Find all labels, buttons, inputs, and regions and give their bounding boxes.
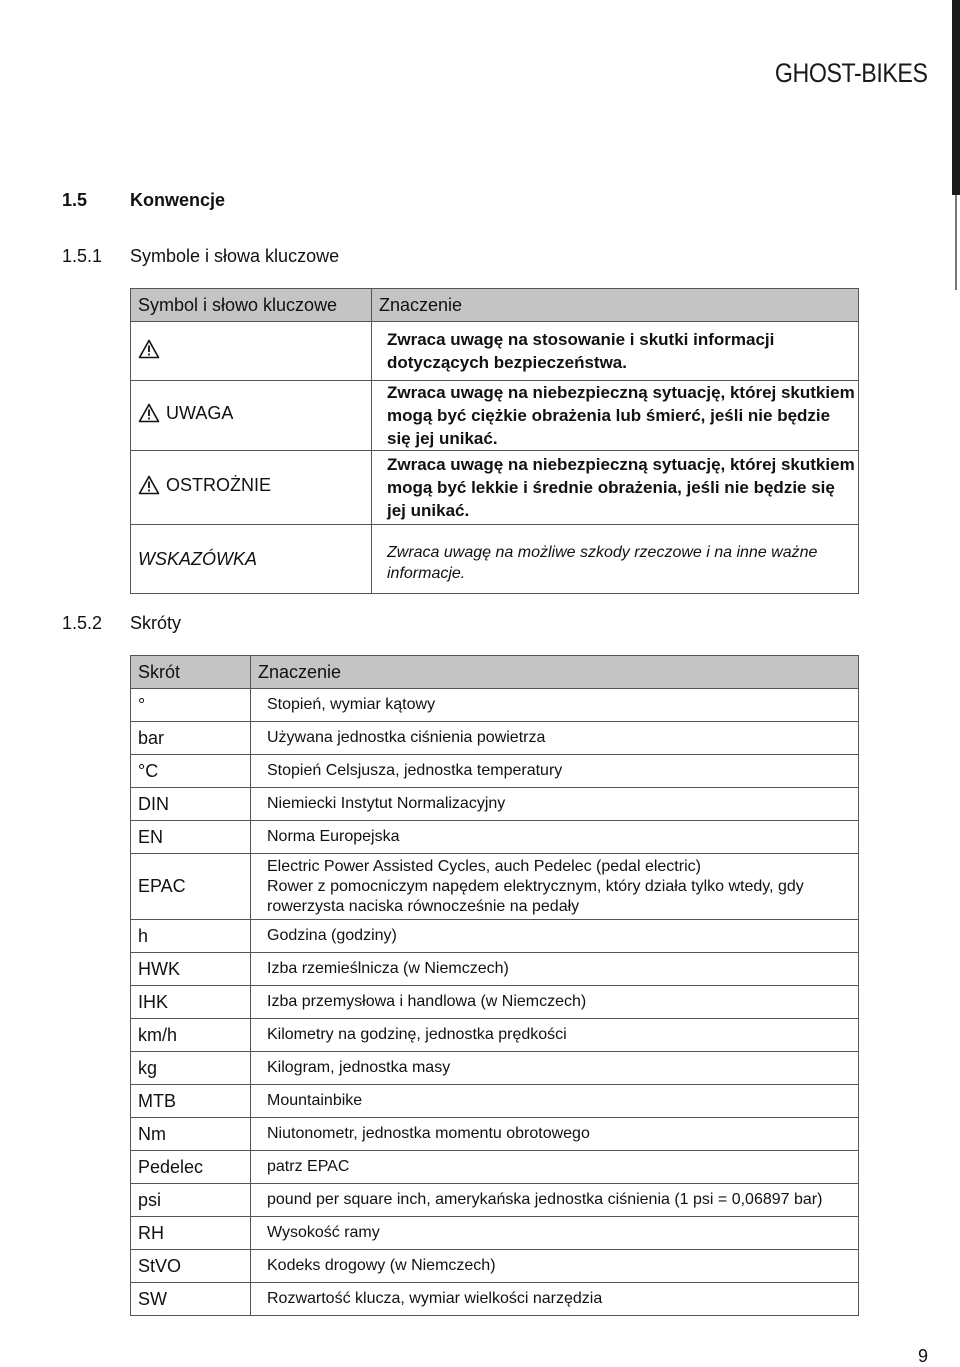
- table-row: [131, 854, 859, 920]
- table-row: [131, 1217, 859, 1250]
- meaning-cell: Mountainbike: [251, 1085, 859, 1118]
- abbreviation-cell: °: [131, 689, 251, 722]
- page-edge-marker: [952, 0, 960, 195]
- symbols-table: [130, 288, 859, 594]
- meaning-cell: Zwraca uwagę na możliwe szkody rzeczowe i na inne ważne informacje.: [372, 525, 859, 594]
- abbreviations-table: [130, 655, 859, 1316]
- subsection-number: 1.5.2: [62, 613, 103, 633]
- table-row: [131, 788, 859, 821]
- section-title: Konwencje: [130, 190, 226, 210]
- subsection-heading-symbols: [62, 246, 339, 267]
- abbreviation-cell: IHK: [131, 986, 251, 1019]
- table-row: [131, 1250, 859, 1283]
- table-row: [131, 451, 859, 525]
- table-row: [131, 1283, 859, 1316]
- meaning-cell: Zwraca uwagę na niebezpieczną sytuację, której skutkiem mogą być lekkie i średnie obrażenia, jeśli nie będzie się jej unikać.: [372, 451, 859, 525]
- table-row: [131, 920, 859, 953]
- table-header-row: [131, 289, 859, 322]
- meaning-cell: pound per square inch, amerykańska jednostka ciśnienia (1 psi = 0,06897 bar): [251, 1184, 859, 1217]
- meaning-cell: Zwraca uwagę na stosowanie i skutki informacji dotyczących bezpieczeństwa.: [372, 322, 859, 381]
- abbreviation-cell: RH: [131, 1217, 251, 1250]
- abbreviation-cell: SW: [131, 1283, 251, 1316]
- table-row: [131, 525, 859, 594]
- table-row: [131, 381, 859, 451]
- meaning-cell: Wysokość ramy: [251, 1217, 859, 1250]
- warning-triangle-icon: [138, 475, 160, 495]
- table-row: [131, 1118, 859, 1151]
- abbreviation-cell: km/h: [131, 1019, 251, 1052]
- abbreviation-cell: kg: [131, 1052, 251, 1085]
- column-header: Symbol i słowo kluczowe: [131, 289, 372, 322]
- meaning-cell: Izba rzemieślnicza (w Niemczech): [251, 953, 859, 986]
- abbreviation-cell: Nm: [131, 1118, 251, 1151]
- column-header: Znaczenie: [251, 656, 859, 689]
- table-row: [131, 722, 859, 755]
- meaning-cell: Stopień Celsjusza, jednostka temperatury: [251, 755, 859, 788]
- table-row: [131, 986, 859, 1019]
- abbreviation-cell: psi: [131, 1184, 251, 1217]
- symbol-cell: [131, 525, 372, 594]
- meaning-cell: patrz EPAC: [251, 1151, 859, 1184]
- column-header: Znaczenie: [372, 289, 859, 322]
- meaning-cell: [251, 854, 859, 920]
- page-number: 9: [917, 1346, 928, 1366]
- table-row: [131, 953, 859, 986]
- abbreviation-cell: MTB: [131, 1085, 251, 1118]
- keyword-label: WSKAZÓWKA: [138, 548, 258, 569]
- abbreviation-cell: HWK: [131, 953, 251, 986]
- meaning-cell: Stopień, wymiar kątowy: [251, 689, 859, 722]
- meaning-cell: Izba przemysłowa i handlowa (w Niemczech): [251, 986, 859, 1019]
- abbreviation-cell: DIN: [131, 788, 251, 821]
- column-header: Skrót: [131, 656, 251, 689]
- table-row: [131, 755, 859, 788]
- meaning-cell: Kilometry na godzinę, jednostka prędkości: [251, 1019, 859, 1052]
- meaning-line: Rower z pomocniczym napędem elektrycznym, który działa tylko wtedy, gdy rowerzysta naciska równocześnie na pedały: [267, 877, 804, 915]
- keyword-label: UWAGA: [166, 402, 234, 423]
- abbreviation-cell: bar: [131, 722, 251, 755]
- subsection-number: 1.5.1: [62, 246, 103, 266]
- abbreviation-cell: EN: [131, 821, 251, 854]
- meaning-cell: Rozwartość klucza, wymiar wielkości narzędzia: [251, 1283, 859, 1316]
- table-row: [131, 821, 859, 854]
- symbol-cell: [131, 322, 372, 381]
- meaning-cell: Używana jednostka ciśnienia powietrza: [251, 722, 859, 755]
- meaning-cell: Niemiecki Instytut Normalizacyjny: [251, 788, 859, 821]
- warning-triangle-icon: [138, 339, 160, 359]
- table-row: [131, 689, 859, 722]
- meaning-line: Electric Power Assisted Cycles, auch Pedelec (pedal electric): [267, 857, 701, 875]
- meaning-cell: Kodeks drogowy (w Niemczech): [251, 1250, 859, 1283]
- abbreviation-cell: StVO: [131, 1250, 251, 1283]
- meaning-cell: Godzina (godziny): [251, 920, 859, 953]
- table-row: [131, 322, 859, 381]
- symbol-cell: [131, 381, 372, 451]
- table-row: [131, 1019, 859, 1052]
- table-row: [131, 1151, 859, 1184]
- table-row: [131, 1184, 859, 1217]
- table-row: [131, 1052, 859, 1085]
- page-edge-line: [955, 195, 957, 290]
- abbreviation-cell: Pedelec: [131, 1151, 251, 1184]
- meaning-cell: Zwraca uwagę na niebezpieczną sytuację, której skutkiem mogą być ciężkie obrażenia lub śmierć, jeśli nie będzie się jej unikać.: [372, 381, 859, 451]
- brand-header: GHOST-BIKES: [775, 58, 928, 88]
- keyword-label: OSTROŻNIE: [166, 474, 272, 495]
- warning-triangle-icon: [138, 403, 160, 423]
- table-header-row: [131, 656, 859, 689]
- subsection-heading-abbreviations: [62, 613, 181, 634]
- meaning-cell: Norma Europejska: [251, 821, 859, 854]
- meaning-cell: Niutonometr, jednostka momentu obrotowego: [251, 1118, 859, 1151]
- symbol-cell: [131, 451, 372, 525]
- section-heading: [62, 190, 225, 211]
- table-row: [131, 1085, 859, 1118]
- abbreviation-cell: h: [131, 920, 251, 953]
- subsection-title: Skróty: [130, 613, 182, 633]
- meaning-cell: Kilogram, jednostka masy: [251, 1052, 859, 1085]
- section-number: 1.5: [62, 190, 88, 210]
- subsection-title: Symbole i słowa kluczowe: [130, 246, 340, 266]
- abbreviation-cell: EPAC: [131, 854, 251, 920]
- abbreviation-cell: °C: [131, 755, 251, 788]
